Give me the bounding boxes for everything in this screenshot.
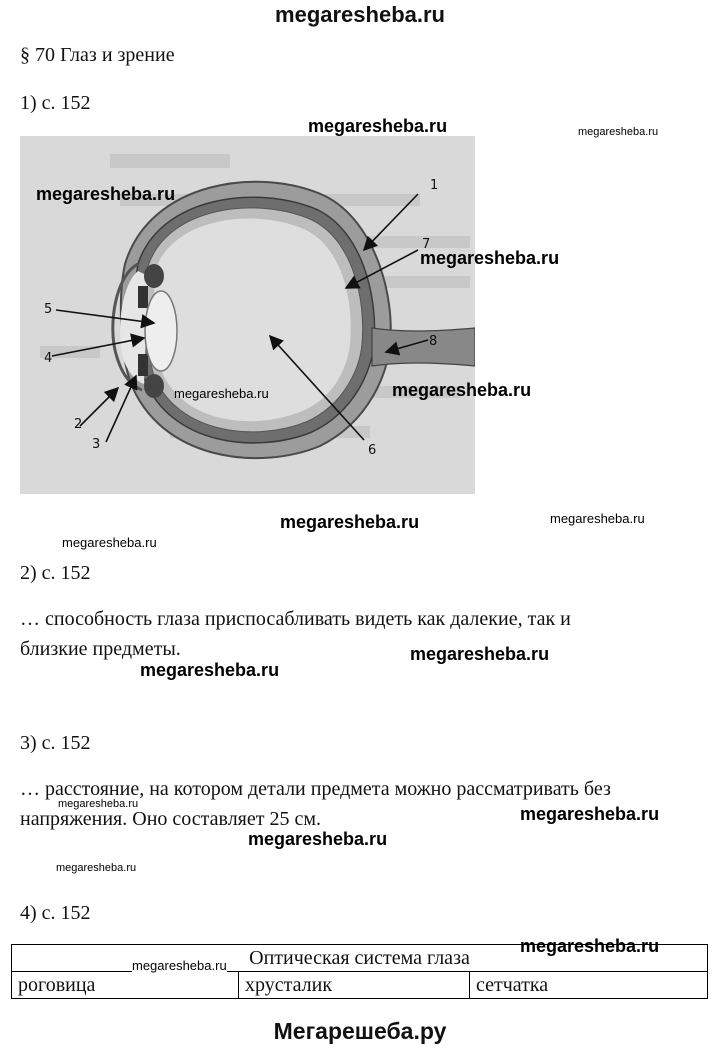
watermark: megaresheba.ru bbox=[56, 862, 137, 874]
label-2: 2 bbox=[74, 417, 83, 432]
watermark: megaresheba.ru bbox=[578, 126, 659, 138]
answer-2-line-2: близкие предметы. bbox=[20, 638, 181, 660]
ciliary-body-upper bbox=[144, 264, 164, 288]
table-header: Оптическая система глаза bbox=[12, 945, 708, 972]
label-6: 6 bbox=[368, 443, 377, 458]
watermark: megaresheba.ru bbox=[140, 660, 280, 680]
label-4: 4 bbox=[44, 351, 53, 366]
iris-lower bbox=[138, 354, 148, 376]
table-cell-retina: сетчатка bbox=[470, 972, 708, 999]
watermark: megaresheba.ru bbox=[280, 512, 420, 532]
label-1: 1 bbox=[430, 178, 439, 193]
ciliary-body-lower bbox=[144, 374, 164, 398]
watermark: megaresheba.ru bbox=[132, 958, 227, 973]
answer-3-line-1: … расстояние, на котором детали предмета можно рассматривать без bbox=[20, 778, 611, 800]
section-title: § 70 Глаз и зрение bbox=[20, 44, 175, 66]
watermark: megaresheba.ru bbox=[248, 829, 388, 849]
watermark: megaresheba.ru bbox=[520, 936, 660, 956]
watermark: megaresheba.ru bbox=[58, 798, 139, 810]
watermark: megaresheba.ru bbox=[392, 380, 532, 400]
question-2-label: 2) с. 152 bbox=[20, 562, 91, 584]
site-header[interactable]: megaresheba.ru bbox=[275, 2, 445, 27]
label-5: 5 bbox=[44, 302, 53, 317]
optic-nerve bbox=[372, 328, 475, 366]
watermark: megaresheba.ru bbox=[520, 804, 660, 824]
question-1-label: 1) с. 152 bbox=[20, 92, 91, 114]
iris-upper bbox=[138, 286, 148, 308]
answer-2-line-1: … способность глаза приспосабливать видеть как далекие, так и bbox=[20, 608, 571, 630]
watermark: megaresheba.ru bbox=[420, 248, 560, 268]
question-4-label: 4) с. 152 bbox=[20, 902, 91, 924]
watermark: megaresheba.ru bbox=[550, 511, 645, 526]
lens bbox=[145, 291, 177, 371]
table-cell-cornea: роговица bbox=[12, 972, 239, 999]
watermark: megaresheba.ru bbox=[410, 644, 550, 664]
watermark: megaresheba.ru bbox=[308, 116, 448, 136]
table-row bbox=[12, 972, 708, 999]
watermark: megaresheba.ru bbox=[62, 535, 157, 550]
question-3-label: 3) с. 152 bbox=[20, 732, 91, 754]
label-7: 7 bbox=[422, 237, 431, 252]
label-8: 8 bbox=[429, 334, 438, 349]
watermark: megaresheba.ru bbox=[36, 184, 176, 204]
label-3: 3 bbox=[92, 437, 101, 452]
site-footer[interactable]: Мегарешеба.ру bbox=[273, 1018, 447, 1044]
table-cell-lens: хрусталик bbox=[239, 972, 470, 999]
watermark: megaresheba.ru bbox=[174, 386, 269, 401]
answer-3-line-2: напряжения. Оно составляет 25 см. bbox=[20, 808, 322, 830]
